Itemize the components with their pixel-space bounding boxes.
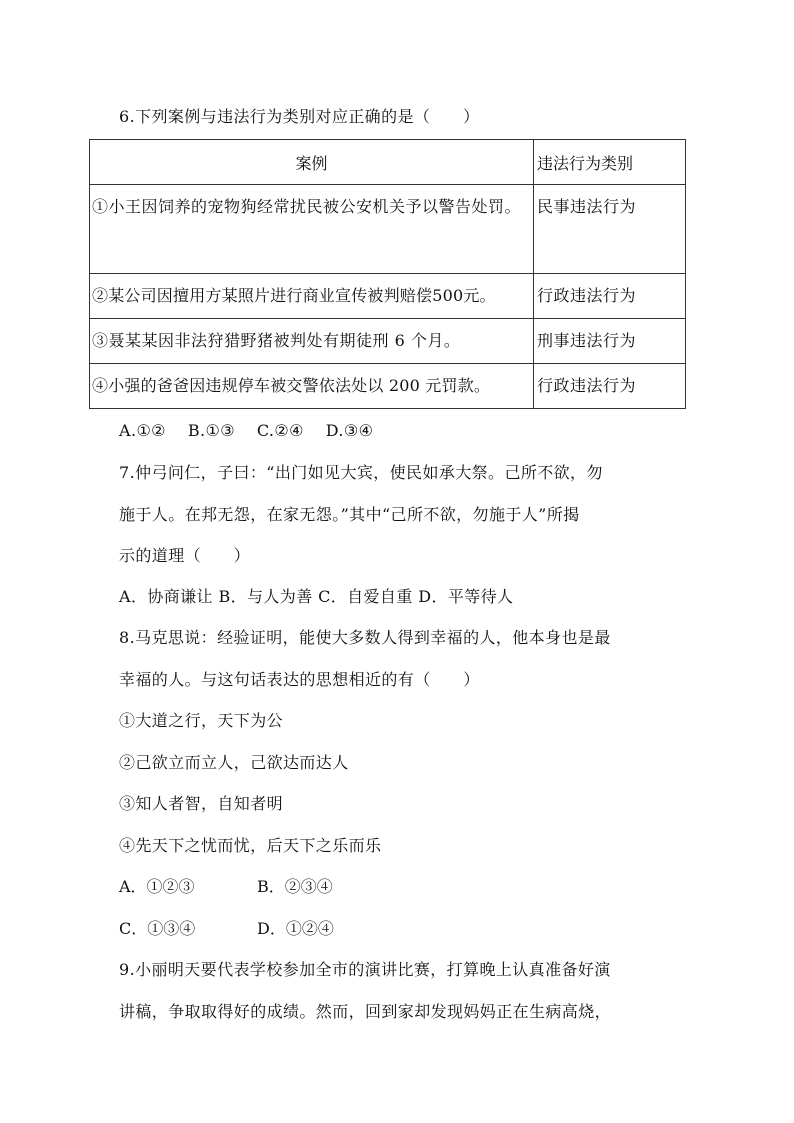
table-row xyxy=(90,364,686,409)
case-text: ④小强的爸爸因违规停车被交警依法处以 200 元罚款。 xyxy=(92,376,491,395)
table-row xyxy=(90,185,686,274)
table-row xyxy=(90,319,686,364)
case-text: ①小王因饲养的宠物狗经常扰民被公安机关予以警告处罚。 xyxy=(92,197,522,216)
case-type: 刑事违法行为 xyxy=(537,331,637,350)
q7-line-1: 7.仲弓问仁，子曰：“出门如见大宾，使民如承大祭。己所不欲，勿 xyxy=(119,463,603,482)
q6-stem: 6.下列案例与违法行为类别对应正确的是（ ） xyxy=(119,107,480,126)
q8-option-c: C．①③④ xyxy=(119,919,196,938)
case-table xyxy=(89,139,686,409)
q8-item-1: ①大道之行，天下为公 xyxy=(119,711,284,730)
q7-line-2: 施于人。在邦无怨，在家无怨。”其中“己所不欲，勿施于人”所揭 xyxy=(119,505,580,524)
header-type: 违法行为类别 xyxy=(534,140,686,185)
q7-line-3: 示的道理（ ） xyxy=(119,546,251,565)
q8-item-4: ④先天下之忧而忧，后天下之乐而乐 xyxy=(119,836,382,855)
case-type: 行政违法行为 xyxy=(537,376,637,395)
q9-line-2: 讲稿，争取取得好的成绩。然而，回到家却发现妈妈正在生病高烧， xyxy=(119,1002,612,1021)
q8-item-2: ②己欲立而立人，己欲达而达人 xyxy=(119,753,349,772)
case-type: 民事违法行为 xyxy=(537,197,637,216)
q9-line-1: 9.小丽明天要代表学校参加全市的演讲比赛，打算晚上认真准备好演 xyxy=(119,960,611,979)
q8-option-b: B．②③④ xyxy=(257,877,333,896)
table-row xyxy=(90,274,686,319)
case-type: 行政违法行为 xyxy=(537,286,637,305)
case-text: ②某公司因擅用方某照片进行商业宣传被判赔偿500元。 xyxy=(92,286,496,305)
q8-line-1: 8.马克思说：经验证明，能使大多数人得到幸福的人，他本身也是最 xyxy=(119,628,611,647)
q6-options: A.①② B.①③ C.②④ D.③④ xyxy=(119,421,374,440)
header-case: 案例 xyxy=(90,140,534,185)
case-text: ③聂某某因非法狩猎野猪被判处有期徒刑 6 个月。 xyxy=(92,331,461,350)
q7-options: A．协商谦让 B．与人为善 C．自爱自重 D．平等待人 xyxy=(119,587,514,606)
q8-item-3: ③知人者智，自知者明 xyxy=(119,794,284,813)
q8-line-2: 幸福的人。与这句话表达的思想相近的有（ ） xyxy=(119,670,480,689)
q8-option-d: D．①②④ xyxy=(257,919,334,938)
q8-option-a: A．①②③ xyxy=(119,877,195,896)
